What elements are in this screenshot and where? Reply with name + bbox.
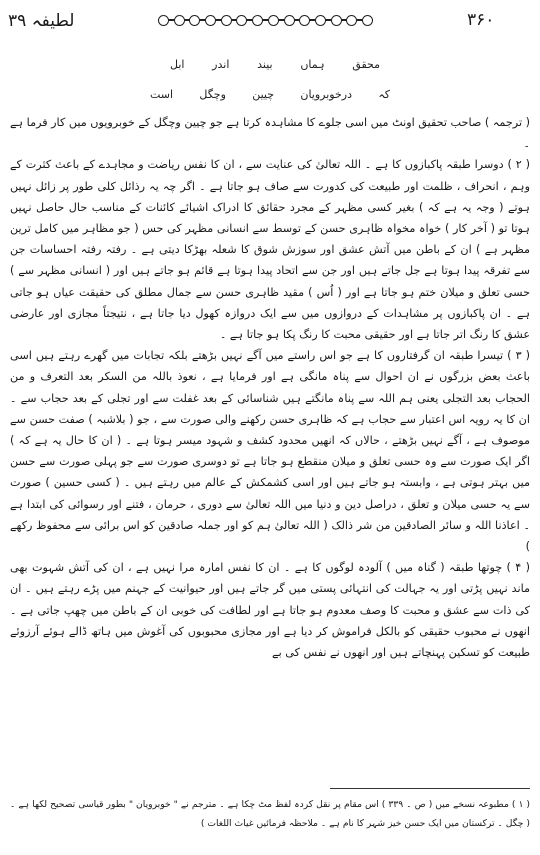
verse-word: درخوبرویان	[300, 88, 352, 101]
verse-line-1	[170, 58, 380, 71]
verse-word: است	[150, 88, 174, 101]
verse-word: کہ	[378, 88, 390, 101]
footnote-divider	[330, 788, 530, 789]
running-title: لطیفہ ۳۹	[8, 11, 75, 31]
verse-word: محقق	[352, 58, 380, 71]
body-text	[10, 112, 530, 663]
verse-word: چیین	[252, 88, 275, 101]
page-header	[0, 4, 540, 36]
page-number: ۳۶۰	[467, 10, 495, 30]
verse-word: وچگل	[199, 88, 226, 101]
verse-word: اندر	[212, 58, 230, 71]
ornament-divider-icon	[158, 12, 373, 28]
verse-line-2	[150, 88, 390, 101]
footnote: ( ۱ ) مطبوعہ نسخے میں ( ص ۔ ۳۳۹ ) اس مقام پر نقل کردہ لفظ مٹ چکا ہے ۔ مترجم نے " خوبرویان " بطور قیاسی تصحیح لکھا ہے ۔ ( چگل ۔ ترکستان میں ایک حسن خیز شہر کا نام ہے ۔ ملاحظہ فرمائیں غیاث اللغات )	[10, 799, 531, 829]
verse-word: ہماں	[300, 58, 325, 71]
verse-word: ابل	[170, 58, 185, 71]
paragraph-third-group: ( ۳ ) تیسرا طبقہ ان گرفتاروں کا ہے جو اس راستے میں آگے نہیں بڑھتے بلکہ تجابات میں گھرے رہتے ہیں اسی باعث بعض بزرگوں نے ان احوال سے پناہ مانگی ہے اور فرمایا ہے ، نعوذ باللہ من السکر بعد التعرف و من الحجاب بعد التجلی یعنی ہم اللہ سے پناہ مانگتے ہیں شناسائی کے بعد غفلت سے اور تجلی کے بعد حجاب سے ۔ ان کا یہ رویہ اس اعتبار سے حجاب ہے کہ ظاہری حسن رکھنے والی صورت سے ، جو ( بلاشبہ ) صفت حسن سے موصوف ہے ، آگے نہیں بڑھتے ، حالاں کہ انھیں محدود کشف و شہود میسر ہوتا ہے ۔ ( ان کا حال یہ ہے کہ ) اگر ایک صورت سے وہ حسی تعلق و میلان منقطع ہو جاتا ہے تو دوسری صورت سے جو پہلی صورت سے حسن میں بہتر ہوتی ہے ، وابستہ ہو جاتے ہیں اور اسی کشمکش کے عالم میں رہتے ہیں ۔ ( کسی حسین ) صورت سے یہ حسی میلان و تعلق ، دراصل دین و دنیا میں اللہ تعالیٰ سے دوری ، حرمان ، فتنے اور رسوائی کی ابتدا ہے ۔ اعاذنا اللہ و سائر الصادقین من شر ذالک ( اللہ تعالیٰ ہم کو اور جملہ صادقین کو اس برائی سے محفوظ رکھے )	[10, 349, 531, 554]
paragraph-second-group: ( ۲ ) دوسرا طبقہ پاکبازوں کا ہے ۔ اللہ تعالیٰ کی عنایت سے ، ان کا نفس ریاضت و مجاہدے کے باعث کثرت کے وہم ، انحراف ، ظلمت اور طبیعت کی کدورت سے صاف ہو جاتا ہے ۔ اگر چہ یہ رذائل کلی طور پر زائل نہیں ہوتے ( وجہ یہ ہے کہ ) بغیر کسی مظہر کے مجرد حقائق کا ادراک اشیائے کائنات کے مناسب حال حاصل نہیں ہوتا تو ( آخر کار ) خواہ مخواہ ظاہری حسن کے توسط سے انسانی مظہر کی حس ( جو مظاہر میں کامل ترین مظہر ہے ) ان کے باطن میں آتش عشق اور سوزش شوق کا شعلہ بھڑکا دیتی ہے ۔ رفتہ رفتہ احساسات جن سے تفرقہ پیدا ہوتا ہے جل جاتے ہیں اور جن سے اتحاد پیدا ہوتا ہے قائم ہو جاتے ہیں اور ( انسانی مظہر سے ) حسی تعلق و میلان ختم ہو جاتا ہے اور ( اُس ) مقید ظاہری حسن سے جمال مطلق کی حقیقت عیاں ہو جاتی ہے ۔ ان پاکبازوں پر مشاہدات کے دروازوں میں سے ایک دروازہ کھول دیا جاتا ہے ، نتیجتاً مجازی اور عارضی عشق کا رنگ اتر جاتا ہے اور حقیقی محبت کا رنگ پکا ہو جاتا ہے ۔	[10, 158, 531, 342]
paragraph-fourth-group: ( ۴ ) چوتھا طبقہ ( گناہ میں ) آلودہ لوگوں کا ہے ۔ ان کا نفس امارہ مرا نہیں ہے ، ان کی آتش شہوت بھی ماند نہیں پڑتی اور یہ جہالت کی انتہائی پستی میں گر جاتے ہیں اور حیوانیت کے جہنم میں پڑے رہتے ہیں ۔ ان کی ذات سے عشق و محبت کا وصف معدوم ہو جاتا ہے اور لطافت کی خوبی ان کے باطن میں چھپ جاتی ہے ۔ انھوں نے محبوب حقیقی کو بالکل فراموش کر دیا ہے اور مجازی محبوبوں کی آغوش میں ہاتھ ڈالے ہوئے آرزوئے طبیعت کو تسکین پہنچاتے ہیں اور انھوں نے نفس کی بے	[10, 561, 531, 660]
verse-word: بیند	[257, 58, 273, 71]
paragraph-translation: ( ترجمہ ) صاحب تحقیق اونٹ میں اسی جلوے کا مشاہدہ کرتا ہے جو چیین وچگل کے خوبرویوں میں کار فرما ہے ۔	[10, 116, 530, 151]
